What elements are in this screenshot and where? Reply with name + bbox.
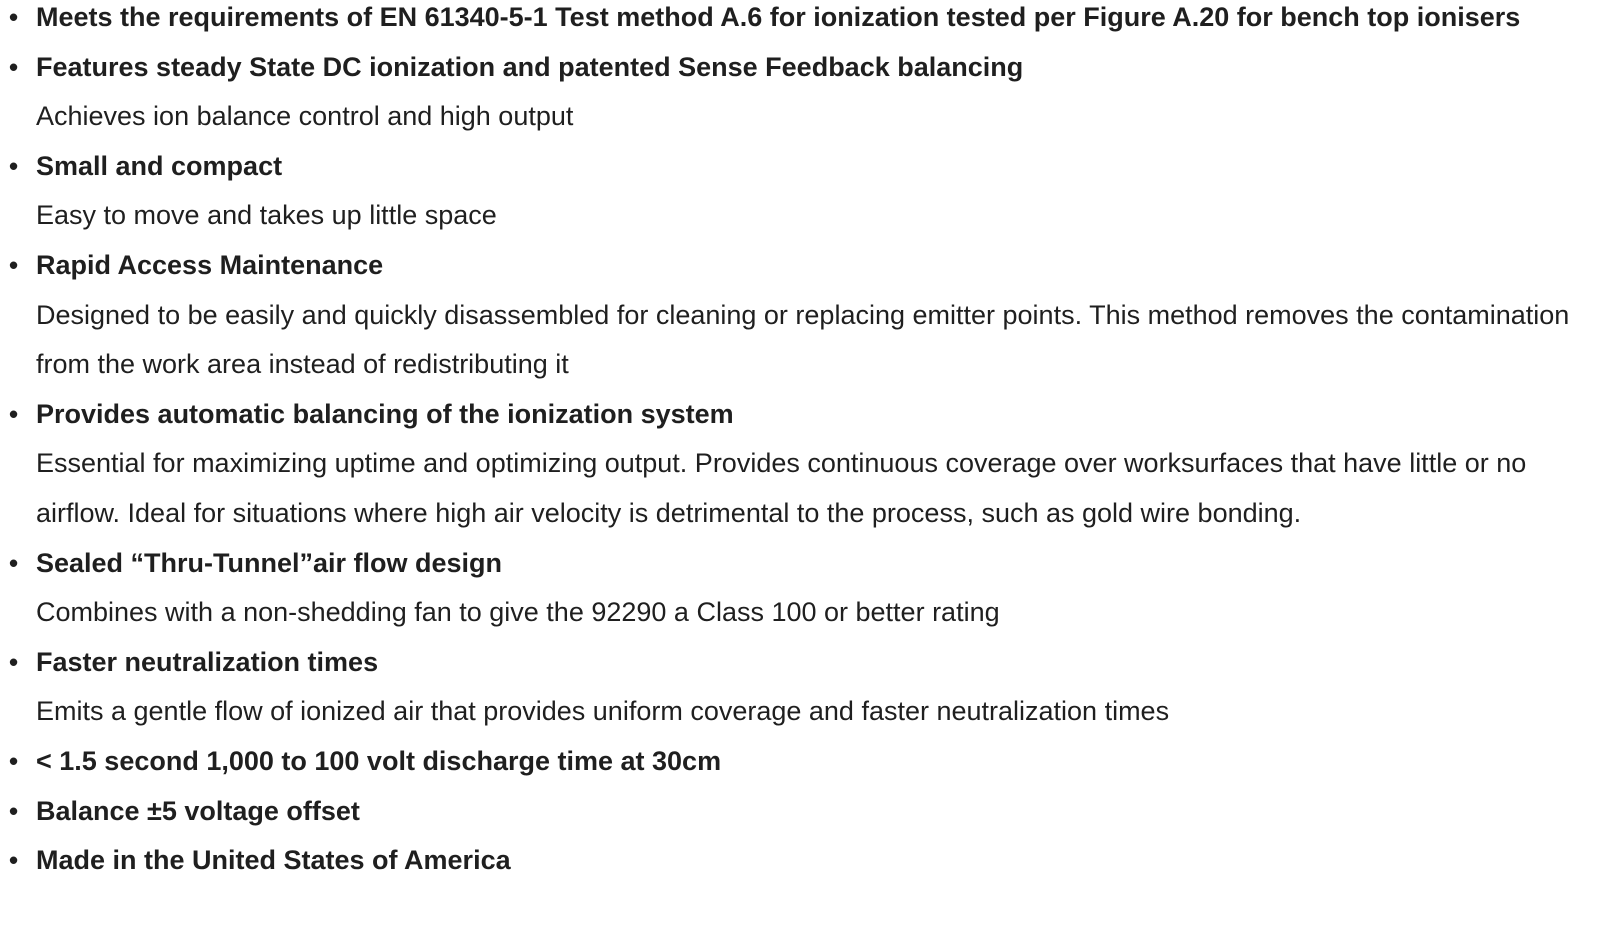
bullet-icon: •	[9, 51, 19, 82]
list-item	[0, 241, 1600, 390]
feature-title: < 1.5 second 1,000 to 100 volt discharge time at 30cm	[36, 745, 722, 776]
feature-title: Sealed “Thru-Tunnel”air flow design	[36, 547, 503, 578]
feature-title: Provides automatic balancing of the ionization system	[36, 398, 734, 429]
bullet-icon: •	[9, 2, 19, 32]
list-item	[0, 836, 1600, 886]
list-item	[0, 0, 1600, 43]
feature-description: Combines with a non-shedding fan to give the 92290 a Class 100 or better rating	[36, 597, 1000, 628]
list-item	[0, 787, 1600, 837]
bullet-icon: •	[9, 398, 19, 429]
bullet-icon: •	[9, 845, 19, 876]
list-item	[0, 638, 1600, 737]
feature-title: Made in the United States of America	[36, 845, 511, 876]
bullet-icon: •	[9, 547, 19, 578]
feature-title: Faster neutralization times	[36, 646, 379, 677]
list-item	[0, 43, 1600, 142]
feature-title: Meets the requirements of EN 61340-5-1 Test method A.6 for ionization tested per Figure A.20 for bench top ionisers	[36, 2, 1521, 32]
bullet-icon: •	[9, 249, 19, 280]
feature-title: Balance ±5 voltage offset	[36, 795, 360, 826]
feature-description: Emits a gentle flow of ionized air that provides uniform coverage and faster neutralization times	[36, 696, 1170, 727]
feature-description: Achieves ion balance control and high output	[36, 101, 574, 132]
feature-description: Designed to be easily and quickly disassembled for cleaning or replacing emitter points. This method removes the contamination from the work area instead of redistributing it	[36, 299, 1570, 380]
bullet-icon: •	[9, 150, 19, 181]
bullet-icon: •	[9, 795, 19, 826]
bullet-icon: •	[9, 745, 19, 776]
feature-description: Essential for maximizing uptime and optimizing output. Provides continuous coverage over worksurfaces that have little or no airflow. Ideal for situations where high air velocity is detrimental to the process, such as gold wire bonding.	[36, 448, 1527, 528]
list-item	[0, 737, 1600, 787]
list-item	[0, 142, 1600, 241]
list-item	[0, 390, 1600, 539]
bullet-icon: •	[9, 646, 19, 677]
feature-title: Small and compact	[36, 150, 283, 181]
list-item	[0, 539, 1600, 638]
feature-title: Rapid Access Maintenance	[36, 249, 384, 280]
feature-description: Easy to move and takes up little space	[36, 200, 497, 231]
feature-title: Features steady State DC ionization and patented Sense Feedback balancing	[36, 51, 1024, 82]
